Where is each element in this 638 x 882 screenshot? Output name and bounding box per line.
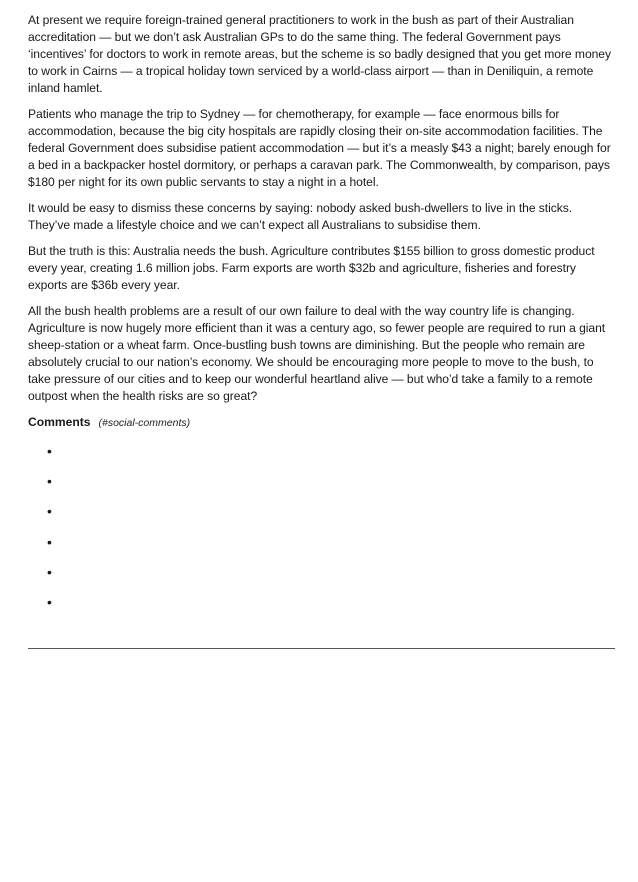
bullet-icon: • [47,473,52,490]
article-paragraph-1: At present we require foreign-trained general practitioners to work in the bush as part of their Australian accreditation — but we don’t ask Australian GPs to do the same thing. The federal Government pays ‘incentives’ for doctors to work in remote areas, but the scheme is so badly designed that you get more money to work in Cairns — a tropical holiday town serviced by a world-class airport — than in Deniliquin, a remote inland hamlet. [28,13,611,95]
list-item [28,535,616,565]
list-item [28,504,616,534]
comments-header [28,414,616,432]
article-paragraph-4: But the truth is this: Australia needs the bush. Agriculture contributes $155 billion to gross domestic product every year, creating 1.6 million jobs. Farm exports are worth $32b and agriculture, fisheries and forestry exports are $36b every year. [28,244,595,292]
bullet-icon: • [47,443,52,459]
section-divider [28,648,615,649]
comments-link[interactable]: (#social-comments) [98,417,191,429]
comments-title: Comments [28,415,91,429]
article-paragraph-5: All the bush health problems are a result of our own failure to deal with the way country life is changing. Agriculture is now hugely more efficient than it was a century ago, so fewer people are required to run a giant sheep-station or a wheat farm. Once-bustling bush towns are diminishing. But the people who remain are absolutely crucial to our nation’s economy. We should be encouraging more people to move to the bush, to take pressure of our cities and to keep our wonderful heartland alive — but who’d take a family to a remote outpost when the health risks are so great? [28,304,606,403]
article-paragraph-3: It would be easy to dismiss these concerns by saying: nobody asked bush-dwellers to live in the sticks. They’ve made a lifestyle choice and we can’t expect all Australians to subsidise them. [28,201,573,232]
comments-list [28,444,616,625]
list-item [28,444,616,474]
bullet-icon: • [47,593,52,610]
article-paragraph-2: Patients who manage the trip to Sydney — for chemotherapy, for example — face enormous bills for accommodation, because the big city hospitals are rapidly closing their on-site accommodation facilities. The federal Government does subsidise patient accommodation — but it’s a measly $43 a night; barely enough for a bed in a backpacker hostel dormitory, or perhaps a caravan park. The Commonwealth, by comparison, pays $180 per night for its own public servants to stay a night in a hotel. [28,107,611,189]
bullet-icon: • [47,503,52,520]
article-body [28,12,616,625]
list-item [28,565,616,595]
bullet-icon: • [47,533,52,550]
list-item [28,474,616,504]
list-item [28,595,616,625]
bullet-icon: • [47,563,52,580]
